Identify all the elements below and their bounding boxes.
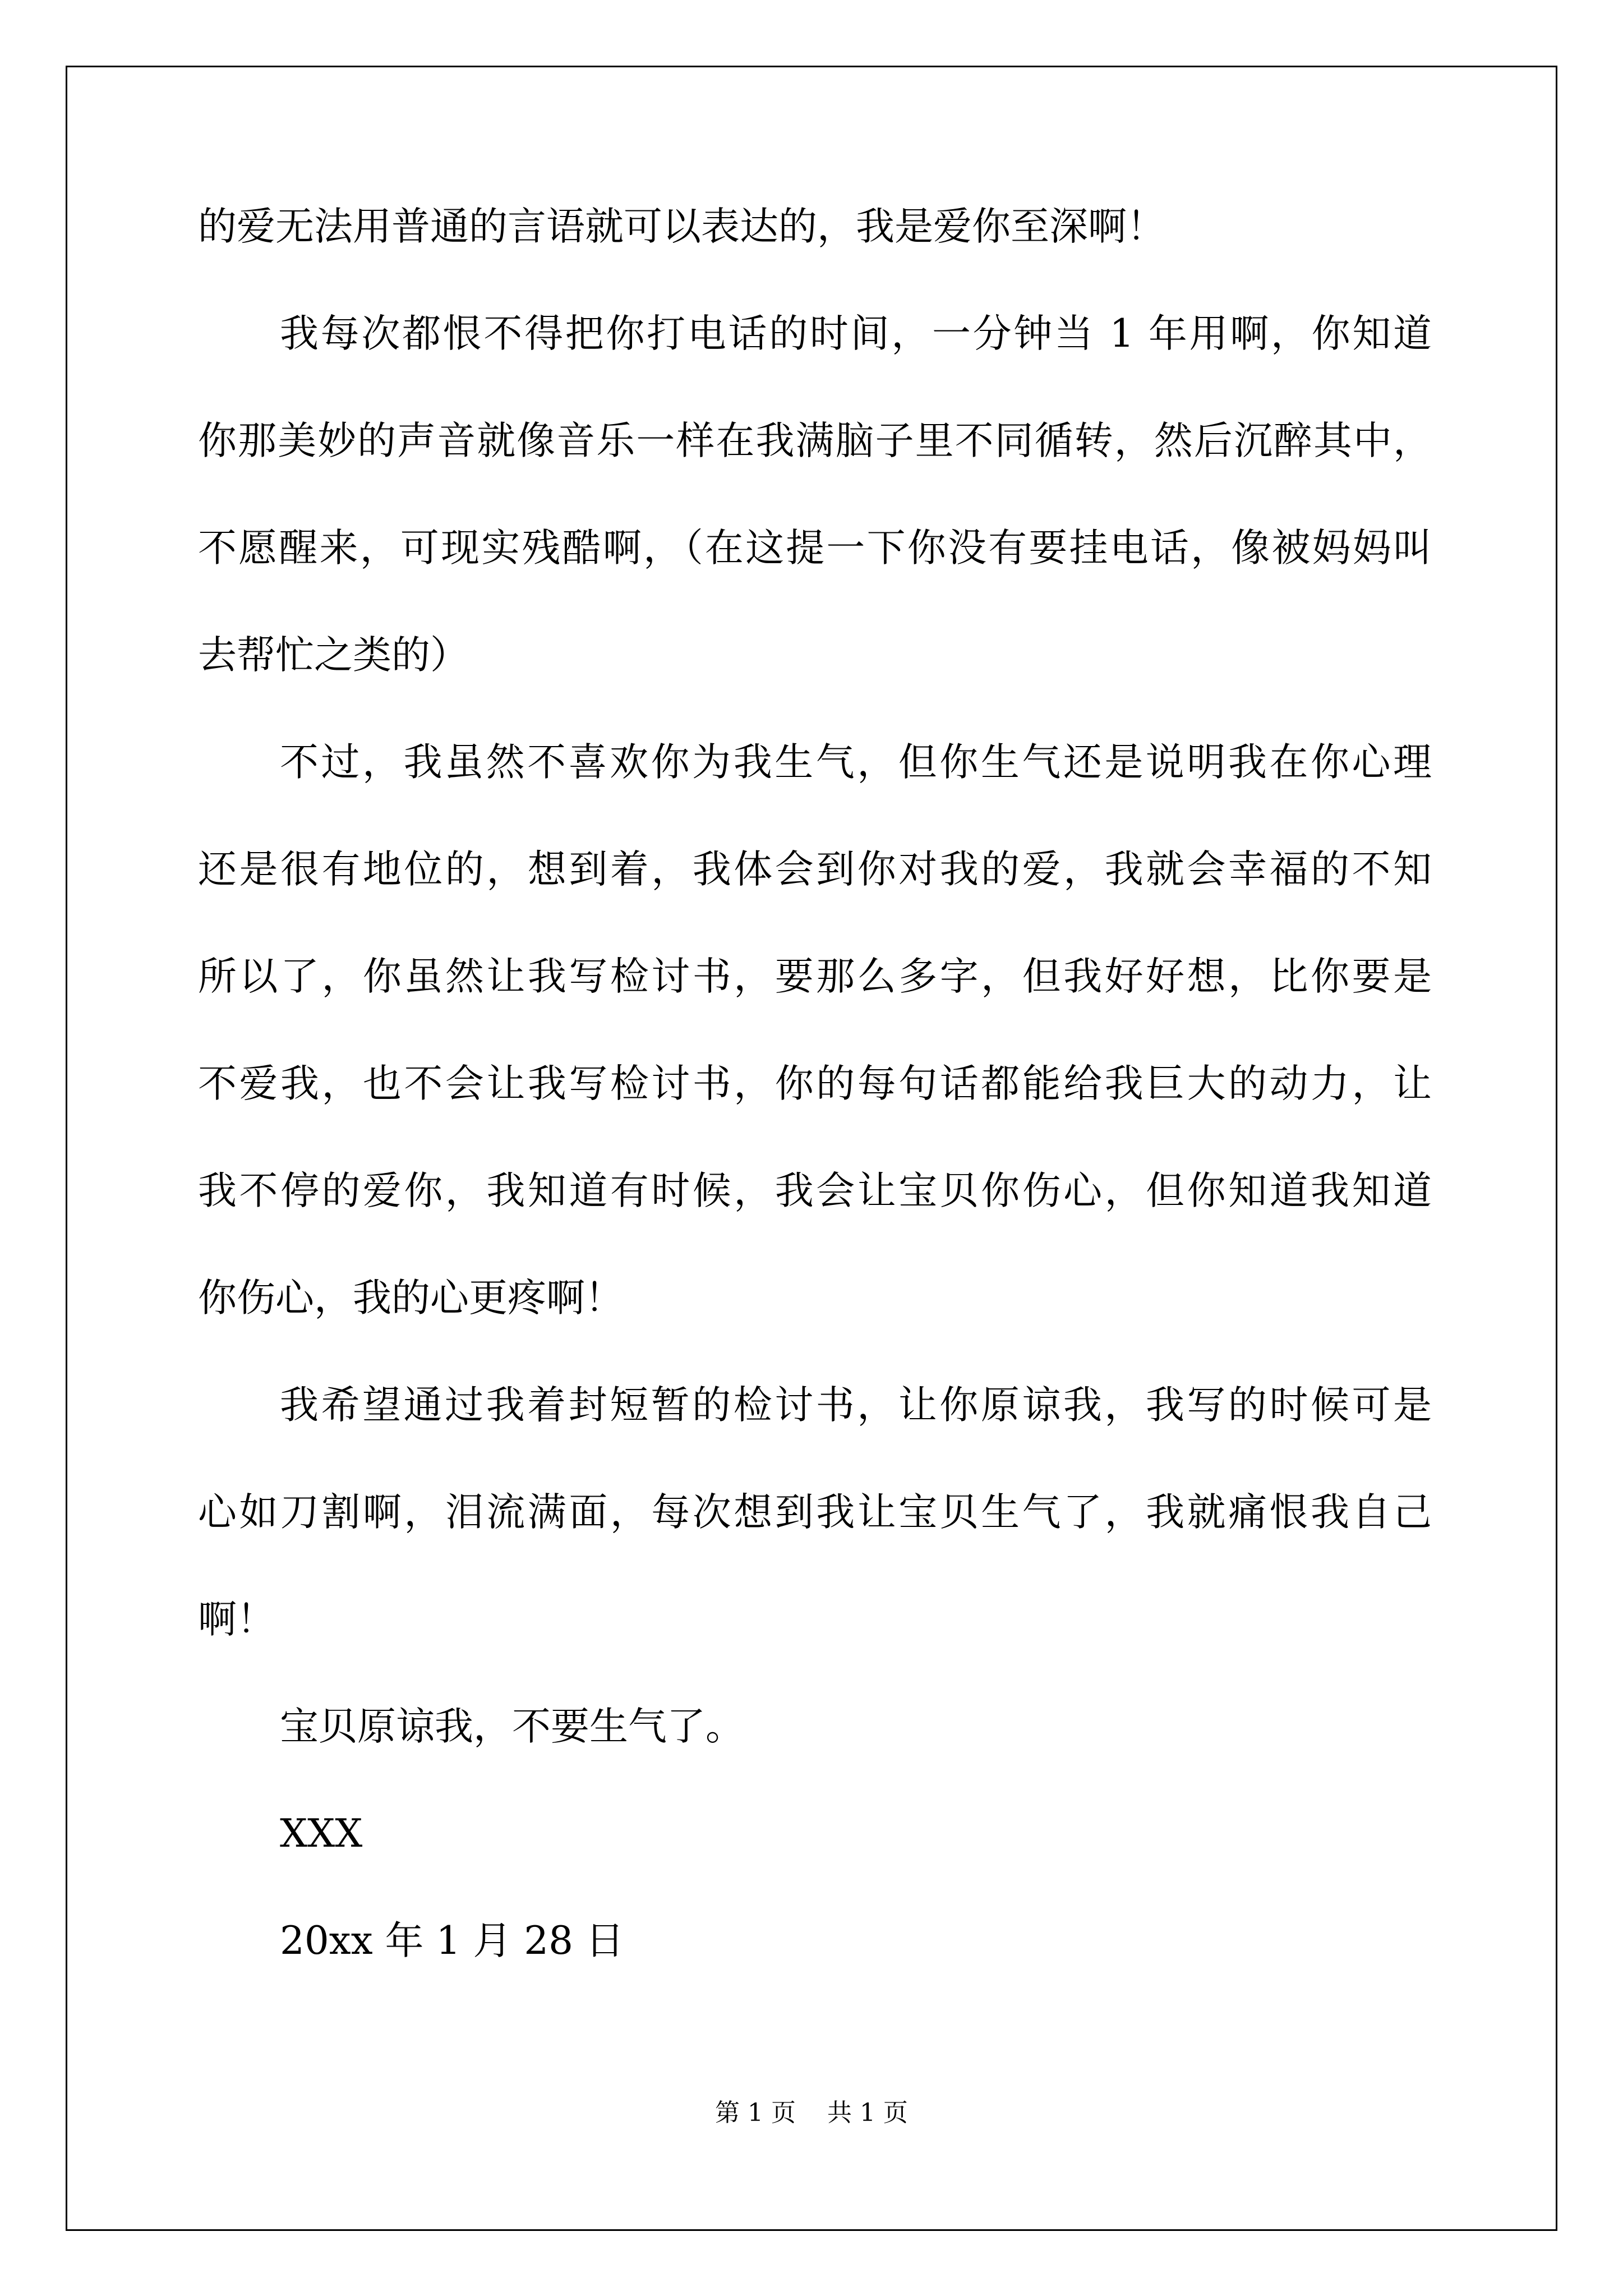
signature: XXX [280,1811,363,1856]
text-line: 去帮忙之类的） [198,633,469,678]
text-line: 啊！ [198,1597,275,1642]
text-line: 不愿醒来，可现实残酷啊，（在这提一下你没有要挂电话，像被妈妈叫 [198,526,1432,570]
text-line: 我希望通过我着封短暂的检讨书，让你原谅我，我写的时候可是 [280,1383,1432,1428]
text-line: 不过，我虽然不喜欢你为我生气，但你生气还是说明我在你心理 [280,740,1432,785]
text-line: 所以了，你虽然让我写检讨书，要那么多字，但我好好想，比你要是 [198,954,1432,999]
text-line: 的爱无法用普通的言语就可以表达的，我是爱你至深啊！ [198,204,1165,249]
text-line: 宝贝原谅我，不要生气了。 [280,1704,744,1749]
text-line: 还是很有地位的，想到着，我体会到你对我的爱，我就会幸福的不知 [198,847,1432,892]
text-line: 你伤心，我的心更疼啊！ [198,1276,624,1320]
text-line: 心如刀割啊，泪流满面，每次想到我让宝贝生气了，我就痛恨我自己 [198,1490,1432,1535]
text-line: 我不停的爱你，我知道有时候，我会让宝贝你伤心，但你知道我知道 [198,1168,1432,1213]
document-body [198,200,1432,2021]
text-line: 不爱我，也不会让我写检讨书，你的每句话都能给我巨大的动力，让 [198,1061,1432,1106]
text-line: 你那美妙的声音就像音乐一样在我满脑子里不同循转，然后沉醉其中， [198,418,1432,463]
page-number: 第 1 页 共 1 页 [715,2099,908,2127]
date: 20xx 年 1 月 28 日 [280,1918,624,1963]
text-line: 我每次都恨不得把你打电话的时间，一分钟当 1 年用啊，你知道 [280,311,1432,356]
